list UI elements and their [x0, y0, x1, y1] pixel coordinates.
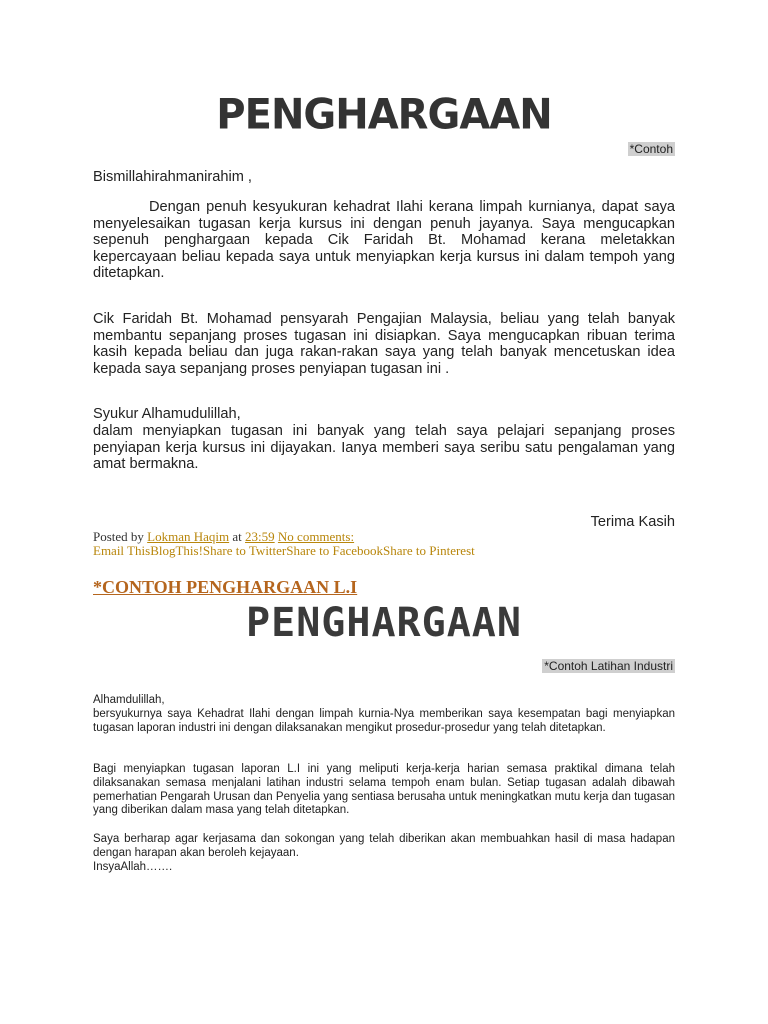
- post-title-link[interactable]: *CONTOH PENGHARGAAN L.I: [93, 577, 358, 597]
- paragraph-1: Dengan penuh kesyukuran kehadrat Ilahi kerana limpah kurnianya, dapat saya menyelesaikan tugasan kerja kursus ini dengan penuh jayanya. Saya mengucapkan sepenuh penghargaan kepada Cik Faridah Bt. Mohamad kerana meletakkan kepercayaan beliau kepada saya untuk menyiapkan kerja kursus ini dalam tempoh yang ditetapkan.: [93, 199, 675, 282]
- example-tag-2: [542, 657, 675, 675]
- li-paragraph-1: bersyukurnya saya Kehadrat Ilahi dengan limpah kurnia-Nya memberikan saya kesempatan bagi menyiapkan tugasan laporan industri ini dengan dilaksanakan mengikut prosedur-prosedur yang telah ditetapkan.: [93, 708, 675, 734]
- closing-text: Terima Kasih: [590, 514, 675, 530]
- greeting: Bismillahirahmanirahim ,: [93, 169, 252, 185]
- email-this-link[interactable]: Email This: [93, 543, 151, 558]
- example-tag-2-label: *Contoh Latihan Industri: [544, 659, 673, 673]
- comments-link[interactable]: No comments:: [277, 529, 355, 544]
- document-title: PENGHARGAAN: [216, 90, 552, 140]
- share-twitter-link[interactable]: Share to Twitter: [202, 543, 287, 558]
- posted-by-label: Posted by: [93, 529, 144, 544]
- li-paragraph-3: Saya berharap agar kerjasama dan sokongan yang telah diberikan akan membuahkan hasil di masa hadapan dengan harapan akan beroleh kejayaan.: [93, 833, 675, 859]
- share-bar: [93, 543, 475, 559]
- li-paragraph-2: Bagi menyiapkan tugasan laporan L.I ini yang meliputi kerja-kerja harian semasa praktikal dimana telah dilaksanakan semasa menjalani latihan industri selama tempoh enam bulan. Setiap tugasan adalah dibawah pemerhatian Pengarah Urusan dan Penyelia yang sentiasa berusaha untuk meningkatkan mutu kerja dan tugasan yang diberikan dalam masa yang telah ditetapkan.: [93, 763, 675, 817]
- share-facebook-link[interactable]: Share to Facebook: [286, 543, 384, 558]
- syukur-line: Syukur Alhamudulillah,: [93, 406, 241, 422]
- author-link[interactable]: Lokman Haqim: [147, 529, 230, 544]
- paragraph-2: Cik Faridah Bt. Mohamad pensyarah Pengajian Malaysia, beliau yang telah banyak membantu sepanjang proses tugasan ini disiapkan. Saya mengucapkan ribuan terima kasih kepada beliau dan juga rakan-rakan saya yang telah banyak mencetuskan idea kepada saya sepanjang proses penyiapan tugasan ini .: [93, 311, 675, 377]
- share-pinterest-link[interactable]: Share to Pinterest: [383, 543, 475, 558]
- paragraph-3: dalam menyiapkan tugasan ini banyak yang telah saya pelajari sepanjang proses penyiapan kerja kursus ini dijayakan. Ianya memberi saya seribu satu pengalaman yang amat bermakna.: [93, 423, 675, 473]
- at-label: at: [232, 529, 242, 544]
- example-tag-label: *Contoh: [629, 142, 673, 156]
- example-tag: [628, 140, 675, 158]
- blogthis-link[interactable]: BlogThis!: [150, 543, 203, 558]
- li-closing: InsyaAllah…….: [93, 861, 173, 873]
- document-title-2: PENGHARGAAN: [246, 600, 522, 646]
- opening-line: Alhamdulillah,: [93, 694, 165, 706]
- timestamp-link[interactable]: 23:59: [245, 529, 275, 544]
